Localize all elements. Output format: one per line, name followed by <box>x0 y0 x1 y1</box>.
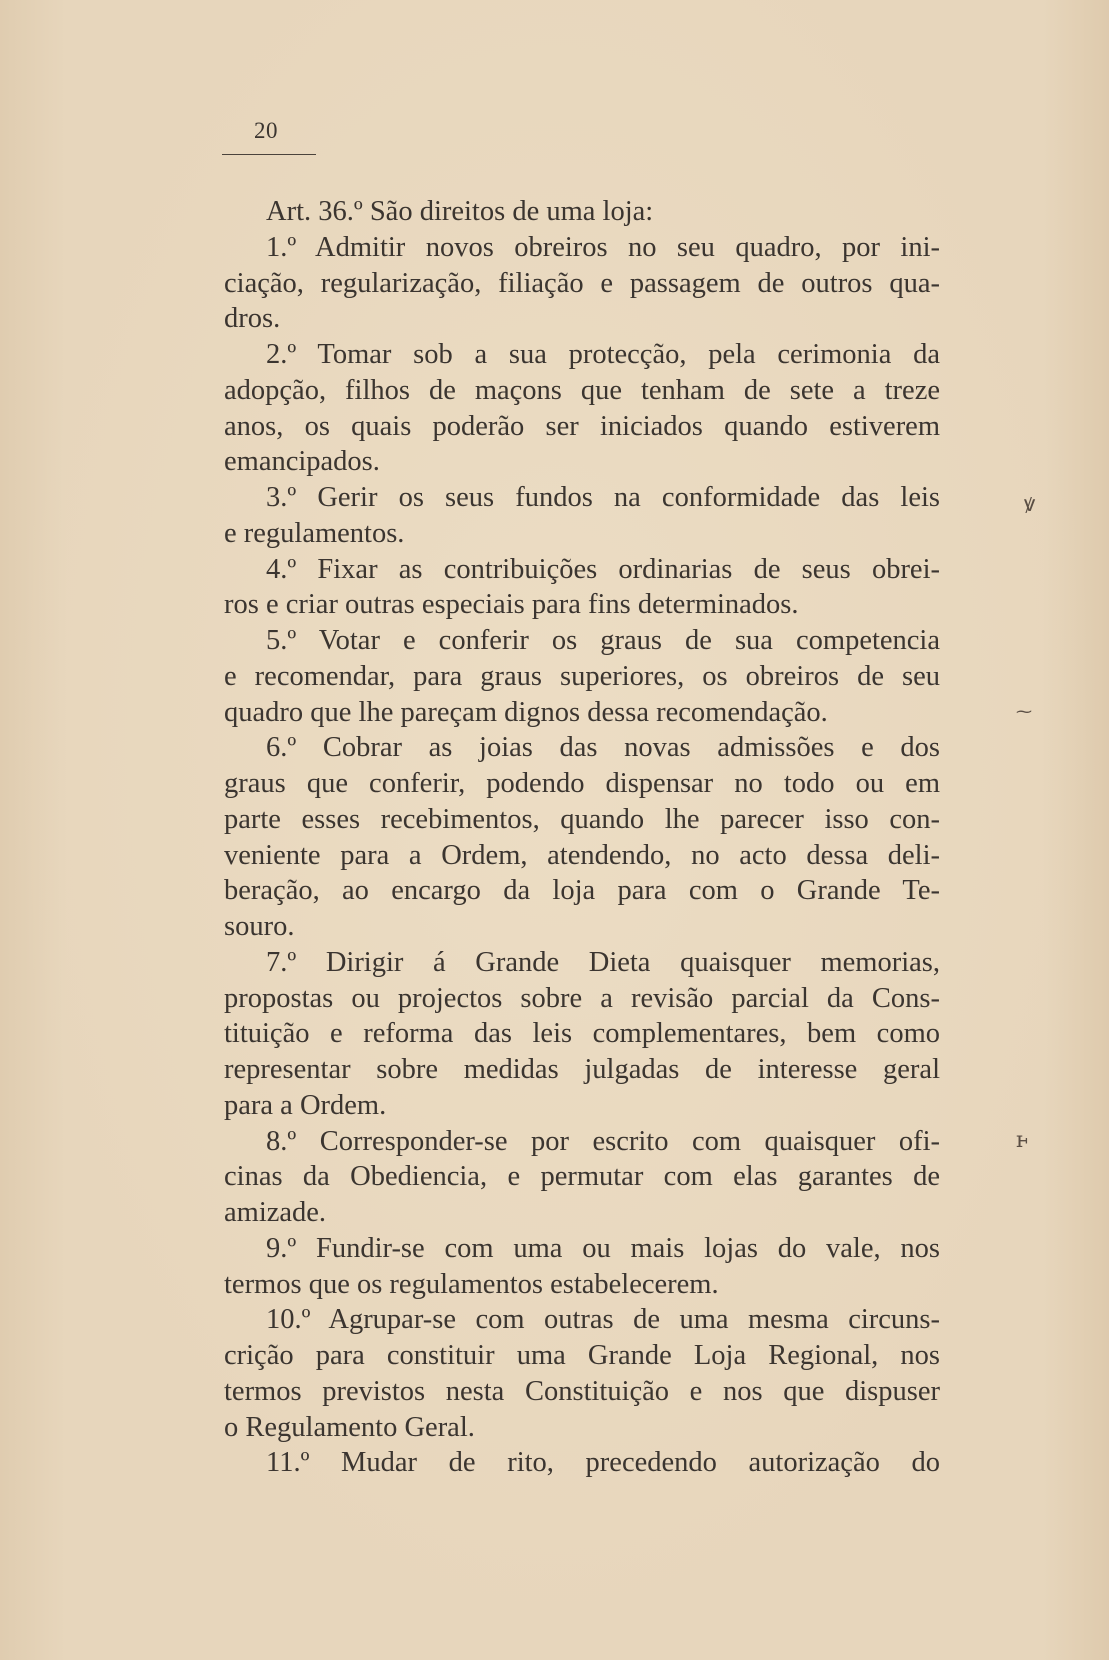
text-line: termos que os regulamentos estabelecerem. <box>224 1268 719 1300</box>
margin-ink-mark: ꝟ <box>1024 492 1036 517</box>
text-line: 3.º Gerir os seus fundos na conformidade das leis <box>266 482 940 513</box>
text-line: tituição e reforma das leis complementares, bem como <box>224 1018 940 1050</box>
text-line: 5.º Votar e conferir os graus de sua competencia <box>266 625 940 656</box>
text-line: 7.º Dirigir á Grande Dieta quaisquer memorias, <box>266 946 940 978</box>
text-line: termos previstos nesta Constituição e nos que dispuser <box>224 1375 940 1407</box>
text-line: 2.º Tomar sob a sua protecção, pela cerimonia da <box>266 339 940 370</box>
text-line: crição para constituir uma Grande Loja Regional, nos <box>224 1340 940 1371</box>
text-line: quadro que lhe pareçam dignos dessa recomendação. <box>224 696 828 728</box>
header-rule <box>222 154 316 155</box>
text-line: para a Ordem. <box>224 1089 387 1121</box>
text-line: propostas ou projectos sobre a revisão parcial da Cons- <box>224 982 940 1014</box>
text-line: souro. <box>224 911 295 942</box>
text-line: veniente para a Ordem, atendendo, no acto dessa deli- <box>224 839 940 871</box>
text-line: emancipados. <box>224 446 380 478</box>
margin-ink-mark: ⁓ <box>1016 702 1032 721</box>
text-line: beração, ao encargo da loja para com o Grande Te- <box>224 875 940 907</box>
text-line: 11.º Mudar de rito, precedendo autorização do <box>266 1447 940 1479</box>
text-line: e recomendar, para graus superiores, os obreiros de seu <box>224 660 940 692</box>
text-line: parte esses recebimentos, quando lhe parecer isso con- <box>224 803 940 835</box>
text-line: dros. <box>224 303 281 335</box>
text-line: e regulamentos. <box>224 517 405 549</box>
text-line: 8.º Corresponder-se por escrito com quaisquer ofi- <box>266 1125 940 1157</box>
text-line: 9.º Fundir-se com uma ou mais lojas do vale, nos <box>266 1232 940 1264</box>
text-line: ros e criar outras especiais para fins determinados. <box>224 589 799 621</box>
text-line: cinas da Obediencia, e permutar com elas garantes de <box>224 1161 940 1193</box>
text-line: 1.º Admitir novos obreiros no seu quadro, por ini- <box>266 231 940 263</box>
text-line: Art. 36.º São direitos de uma loja: <box>266 196 654 227</box>
text-line: graus que conferir, podendo dispensar no todo ou em <box>224 768 940 799</box>
page-number: 20 <box>254 118 278 143</box>
margin-ink-mark: ⱶ <box>1016 1128 1029 1153</box>
article-text <box>224 194 940 1481</box>
text-line: 6.º Cobrar as joias das novas admissões e dos <box>266 732 940 764</box>
text-line: amizade. <box>224 1197 327 1228</box>
text-line: anos, os quais poderão ser iniciados quando estiverem <box>224 410 940 442</box>
text-line: ciação, regularização, filiação e passagem de outros qua- <box>224 267 940 299</box>
text-line: 4.º Fixar as contribuições ordinarias de seus obrei- <box>266 553 940 585</box>
text-line: 10.º Agrupar-se com outras de uma mesma circuns- <box>266 1304 940 1336</box>
text-line: representar sobre medidas julgadas de interesse geral <box>224 1054 940 1085</box>
text-line: o Regulamento Geral. <box>224 1411 475 1443</box>
text-line: adopção, filhos de maçons que tenham de sete a treze <box>224 374 940 406</box>
